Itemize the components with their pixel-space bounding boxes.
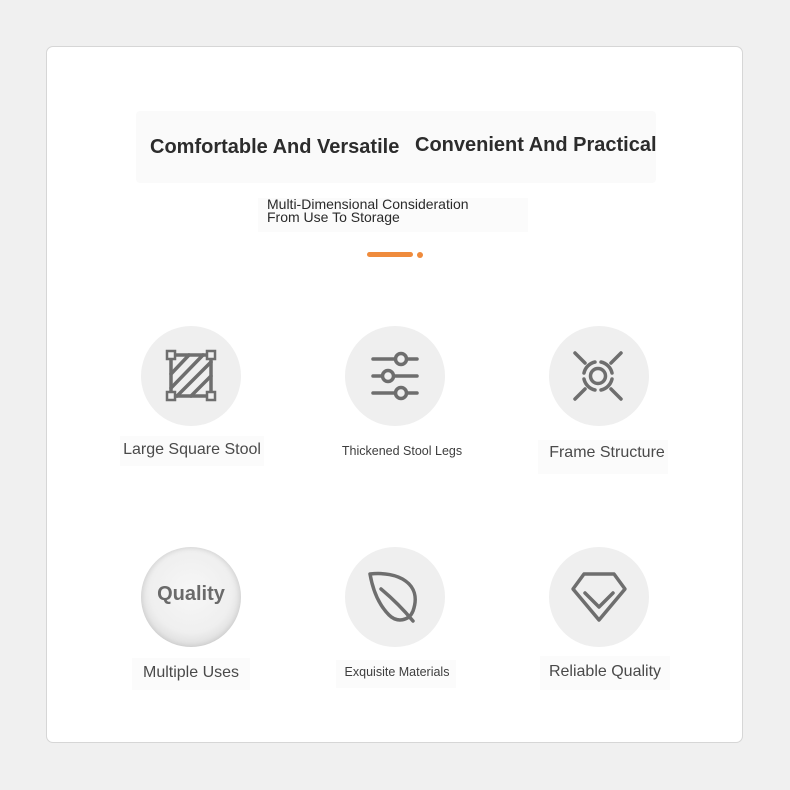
diamond-icon: [549, 547, 649, 647]
heading-left: Comfortable And Versatile: [150, 136, 400, 158]
quality-badge-icon: [141, 547, 241, 647]
accent-dot: [417, 252, 423, 258]
subtitle-line-1: Multi-Dimensional Consideration: [267, 196, 469, 212]
heading-right: Convenient And Practical: [415, 134, 657, 156]
feature-label-exquisite-materials: Exquisite Materials: [344, 665, 450, 679]
feature-label-thickened-stool-legs: Thickened Stool Legs: [341, 444, 463, 458]
accent-bar: [367, 252, 413, 257]
quality-badge-text: Quality: [157, 583, 225, 605]
feature-label-large-square-stool: Large Square Stool: [123, 441, 261, 458]
leaf-icon: [345, 547, 445, 647]
square-hatch-icon: [141, 326, 241, 426]
subtitle-line-2: From Use To Storage: [267, 209, 400, 225]
feature-label-frame-structure: Frame Structure: [549, 444, 665, 461]
target-rays-icon: [549, 326, 649, 426]
feature-label-reliable-quality: Reliable Quality: [548, 663, 662, 680]
subtitle: [267, 198, 469, 224]
feature-label-multiple-uses: Multiple Uses: [142, 664, 240, 681]
sliders-icon: [345, 326, 445, 426]
